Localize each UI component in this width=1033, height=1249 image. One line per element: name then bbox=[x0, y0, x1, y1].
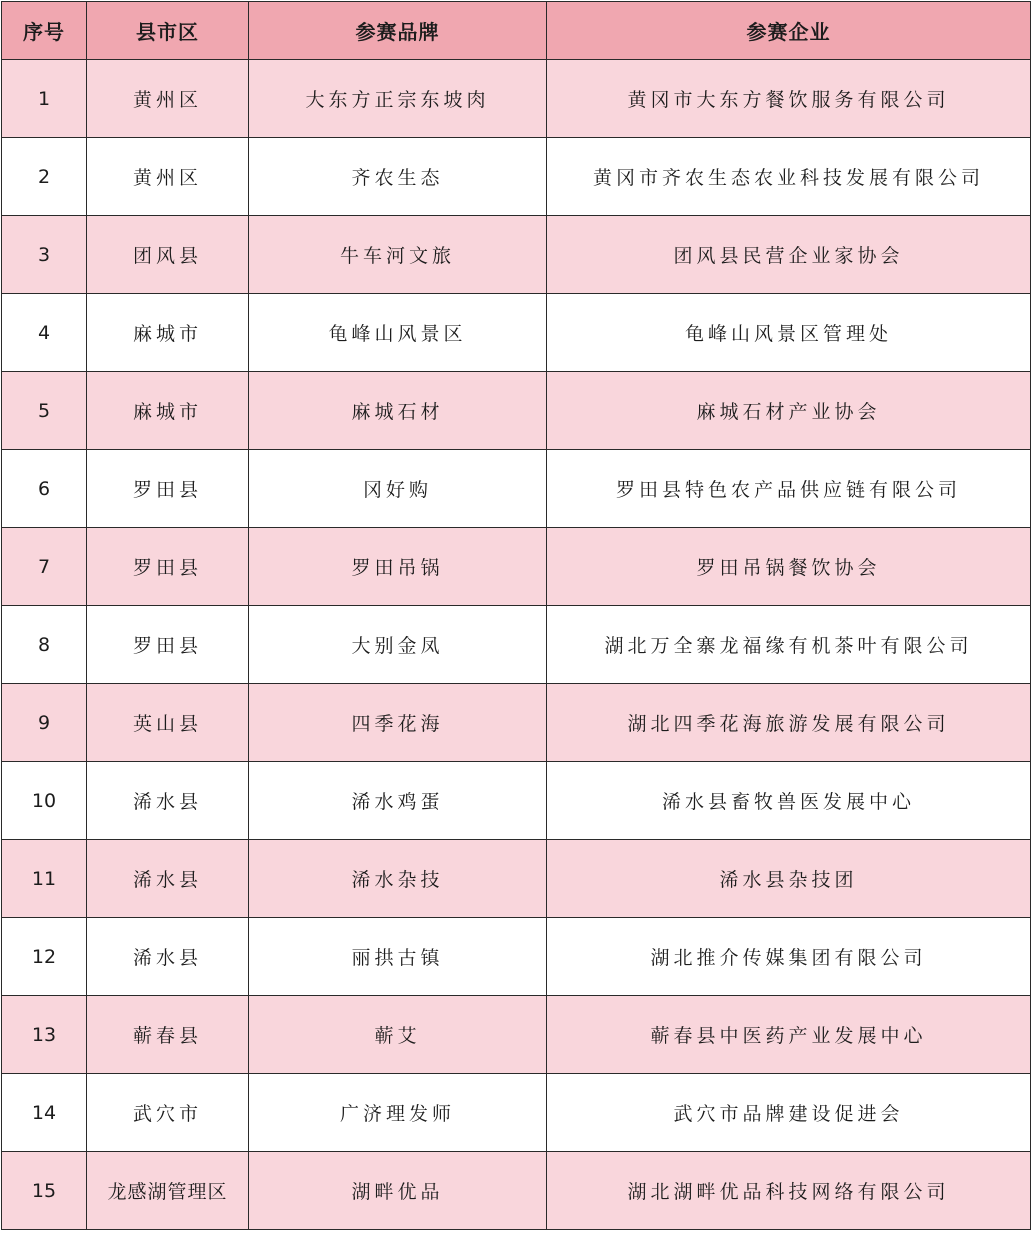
cell-company: 麻城石材产业协会 bbox=[547, 372, 1031, 450]
cell-company: 黄冈市大东方餐饮服务有限公司 bbox=[547, 60, 1031, 138]
cell-company: 武穴市品牌建设促进会 bbox=[547, 1074, 1031, 1152]
table-body bbox=[2, 60, 1031, 1230]
cell-brand: 麻城石材 bbox=[249, 372, 547, 450]
cell-county: 武穴市 bbox=[87, 1074, 249, 1152]
header-no: 序号 bbox=[2, 2, 87, 60]
cell-brand: 广济理发师 bbox=[249, 1074, 547, 1152]
cell-county: 浠水县 bbox=[87, 918, 249, 996]
cell-brand: 大东方正宗东坡肉 bbox=[249, 60, 547, 138]
cell-company: 罗田县特色农产品供应链有限公司 bbox=[547, 450, 1031, 528]
cell-brand: 齐农生态 bbox=[249, 138, 547, 216]
cell-brand: 湖畔优品 bbox=[249, 1152, 547, 1230]
cell-no: 14 bbox=[2, 1074, 87, 1152]
cell-company: 湖北万全寨龙福缘有机茶叶有限公司 bbox=[547, 606, 1031, 684]
cell-county: 黄州区 bbox=[87, 60, 249, 138]
cell-brand: 龟峰山风景区 bbox=[249, 294, 547, 372]
cell-no: 15 bbox=[2, 1152, 87, 1230]
brand-entries-table bbox=[1, 1, 1031, 1230]
cell-company: 龟峰山风景区管理处 bbox=[547, 294, 1031, 372]
table-row bbox=[2, 528, 1031, 606]
table-row bbox=[2, 762, 1031, 840]
cell-county: 英山县 bbox=[87, 684, 249, 762]
cell-county: 罗田县 bbox=[87, 528, 249, 606]
cell-no: 6 bbox=[2, 450, 87, 528]
cell-no: 11 bbox=[2, 840, 87, 918]
cell-brand: 蕲艾 bbox=[249, 996, 547, 1074]
cell-brand: 四季花海 bbox=[249, 684, 547, 762]
table-row bbox=[2, 1074, 1031, 1152]
cell-county: 麻城市 bbox=[87, 372, 249, 450]
cell-no: 10 bbox=[2, 762, 87, 840]
table-row bbox=[2, 450, 1031, 528]
header-company: 参赛企业 bbox=[547, 2, 1031, 60]
table-row bbox=[2, 1152, 1031, 1230]
header-county: 县市区 bbox=[87, 2, 249, 60]
cell-no: 3 bbox=[2, 216, 87, 294]
table-row bbox=[2, 996, 1031, 1074]
table-row bbox=[2, 918, 1031, 996]
cell-county: 浠水县 bbox=[87, 762, 249, 840]
cell-county: 麻城市 bbox=[87, 294, 249, 372]
cell-brand: 浠水鸡蛋 bbox=[249, 762, 547, 840]
cell-brand: 浠水杂技 bbox=[249, 840, 547, 918]
table-row bbox=[2, 294, 1031, 372]
cell-county: 龙感湖管理区 bbox=[87, 1152, 249, 1230]
cell-no: 9 bbox=[2, 684, 87, 762]
cell-no: 5 bbox=[2, 372, 87, 450]
cell-company: 湖北四季花海旅游发展有限公司 bbox=[547, 684, 1031, 762]
table-row bbox=[2, 138, 1031, 216]
cell-county: 蕲春县 bbox=[87, 996, 249, 1074]
cell-brand: 冈好购 bbox=[249, 450, 547, 528]
cell-company: 湖北湖畔优品科技网络有限公司 bbox=[547, 1152, 1031, 1230]
cell-brand: 大别金凤 bbox=[249, 606, 547, 684]
cell-company: 湖北推介传媒集团有限公司 bbox=[547, 918, 1031, 996]
cell-company: 浠水县畜牧兽医发展中心 bbox=[547, 762, 1031, 840]
cell-company: 罗田吊锅餐饮协会 bbox=[547, 528, 1031, 606]
cell-no: 13 bbox=[2, 996, 87, 1074]
cell-company: 浠水县杂技团 bbox=[547, 840, 1031, 918]
cell-county: 罗田县 bbox=[87, 606, 249, 684]
cell-no: 4 bbox=[2, 294, 87, 372]
cell-no: 12 bbox=[2, 918, 87, 996]
cell-brand: 牛车河文旅 bbox=[249, 216, 547, 294]
cell-no: 7 bbox=[2, 528, 87, 606]
cell-brand: 丽拱古镇 bbox=[249, 918, 547, 996]
table-row bbox=[2, 60, 1031, 138]
table-row bbox=[2, 216, 1031, 294]
cell-county: 罗田县 bbox=[87, 450, 249, 528]
cell-company: 团风县民营企业家协会 bbox=[547, 216, 1031, 294]
cell-company: 黄冈市齐农生态农业科技发展有限公司 bbox=[547, 138, 1031, 216]
table-row bbox=[2, 606, 1031, 684]
cell-company: 蕲春县中医药产业发展中心 bbox=[547, 996, 1031, 1074]
cell-brand: 罗田吊锅 bbox=[249, 528, 547, 606]
cell-no: 2 bbox=[2, 138, 87, 216]
table-header bbox=[2, 2, 1031, 60]
cell-county: 黄州区 bbox=[87, 138, 249, 216]
cell-county: 浠水县 bbox=[87, 840, 249, 918]
header-brand: 参赛品牌 bbox=[249, 2, 547, 60]
header-row bbox=[2, 2, 1031, 60]
table-row bbox=[2, 840, 1031, 918]
cell-no: 8 bbox=[2, 606, 87, 684]
table-row bbox=[2, 684, 1031, 762]
cell-county: 团风县 bbox=[87, 216, 249, 294]
table-row bbox=[2, 372, 1031, 450]
cell-no: 1 bbox=[2, 60, 87, 138]
